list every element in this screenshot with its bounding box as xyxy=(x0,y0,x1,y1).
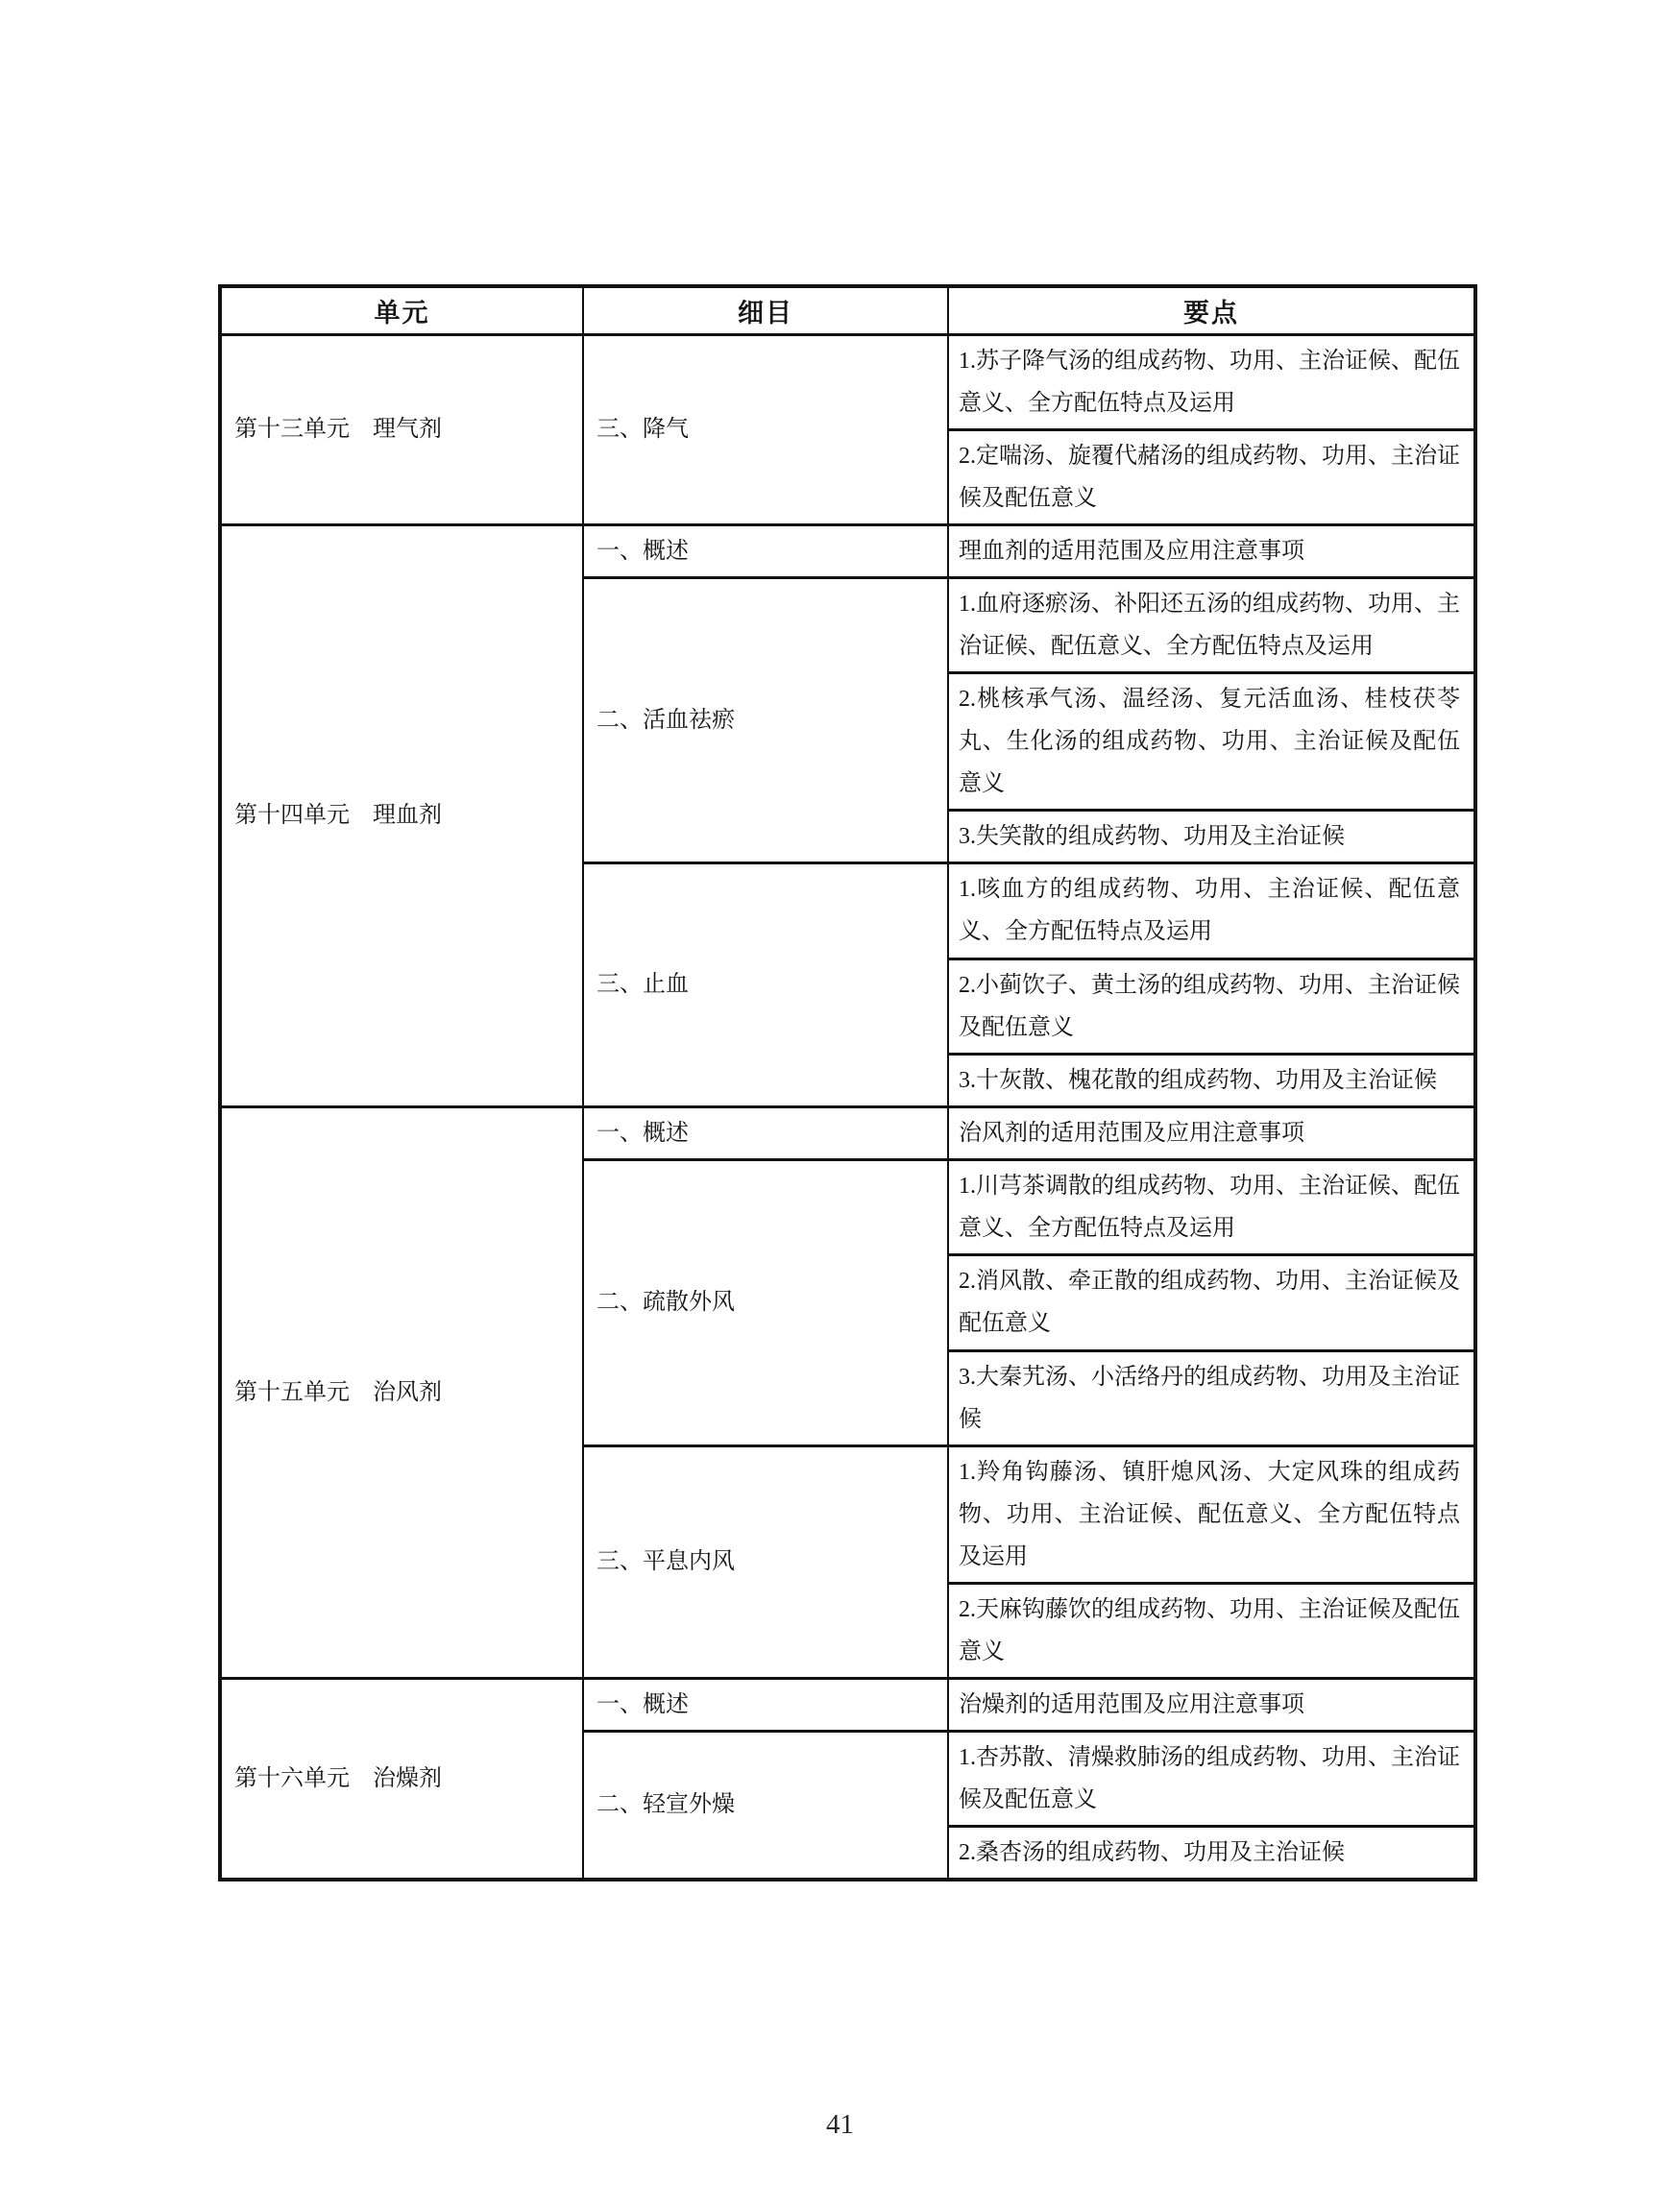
point-cell: 理血剂的适用范围及应用注意事项 xyxy=(948,524,1475,577)
point-cell: 治燥剂的适用范围及应用注意事项 xyxy=(948,1678,1475,1731)
subitem-cell: 二、疏散外风 xyxy=(583,1159,948,1445)
point-cell: 1.川芎茶调散的组成药物、功用、主治证候、配伍意义、全方配伍特点及运用 xyxy=(948,1159,1475,1254)
subitem-cell: 一、概述 xyxy=(583,1678,948,1731)
point-cell: 1.咳血方的组成药物、功用、主治证候、配伍意义、全方配伍特点及运用 xyxy=(948,862,1475,959)
col-header-unit: 单元 xyxy=(220,286,583,334)
col-header-keypoints: 要点 xyxy=(948,286,1475,334)
point-cell: 治风剂的适用范围及应用注意事项 xyxy=(948,1106,1475,1159)
unit-cell-14: 第十四单元 理血剂 xyxy=(220,524,583,1106)
subitem-cell: 三、止血 xyxy=(583,862,948,1106)
subitem-cell: 一、概述 xyxy=(583,524,948,577)
point-cell: 1.杏苏散、清燥救肺汤的组成药物、功用、主治证候及配伍意义 xyxy=(948,1731,1475,1826)
point-cell: 2.天麻钩藤饮的组成药物、功用、主治证候及配伍意义 xyxy=(948,1583,1475,1678)
unit-cell-16: 第十六单元 治燥剂 xyxy=(220,1678,583,1880)
subitem-cell: 三、降气 xyxy=(583,334,948,524)
point-cell: 2.小蓟饮子、黄土汤的组成药物、功用、主治证候及配伍意义 xyxy=(948,959,1475,1054)
unit-cell-15: 第十五单元 治风剂 xyxy=(220,1106,583,1678)
unit-cell-13: 第十三单元 理气剂 xyxy=(220,334,583,524)
point-cell: 2.定喘汤、旋覆代赭汤的组成药物、功用、主治证候及配伍意义 xyxy=(948,429,1475,524)
table-row xyxy=(220,1106,1475,1159)
point-cell: 2.桃核承气汤、温经汤、复元活血汤、桂枝茯苓丸、生化汤的组成药物、功用、主治证候及配伍意义 xyxy=(948,672,1475,810)
point-cell: 2.消风散、牵正散的组成药物、功用、主治证候及配伍意义 xyxy=(948,1254,1475,1350)
table-row xyxy=(220,1678,1475,1731)
table-header-row xyxy=(220,286,1475,334)
page-number: 41 xyxy=(826,2109,854,2140)
subitem-cell: 二、活血祛瘀 xyxy=(583,577,948,862)
point-cell: 1.血府逐瘀汤、补阳还五汤的组成药物、功用、主治证候、配伍意义、全方配伍特点及运用 xyxy=(948,577,1475,672)
point-cell: 2.桑杏汤的组成药物、功用及主治证候 xyxy=(948,1826,1475,1880)
point-cell: 3.十灰散、槐花散的组成药物、功用及主治证候 xyxy=(948,1054,1475,1106)
col-header-subitem: 细目 xyxy=(583,286,948,334)
subitem-cell: 一、概述 xyxy=(583,1106,948,1159)
point-cell: 1.苏子降气汤的组成药物、功用、主治证候、配伍意义、全方配伍特点及运用 xyxy=(948,334,1475,429)
point-cell: 3.大秦艽汤、小活络丹的组成药物、功用及主治证候 xyxy=(948,1350,1475,1445)
table-row xyxy=(220,524,1475,577)
syllabus-table xyxy=(218,284,1477,1881)
subitem-cell: 三、平息内风 xyxy=(583,1445,948,1678)
table-row xyxy=(220,334,1475,429)
point-cell: 3.失笑散的组成药物、功用及主治证候 xyxy=(948,810,1475,862)
subitem-cell: 二、轻宣外燥 xyxy=(583,1731,948,1880)
point-cell: 1.羚角钩藤汤、镇肝熄风汤、大定风珠的组成药物、功用、主治证候、配伍意义、全方配伍特点及运用 xyxy=(948,1445,1475,1583)
